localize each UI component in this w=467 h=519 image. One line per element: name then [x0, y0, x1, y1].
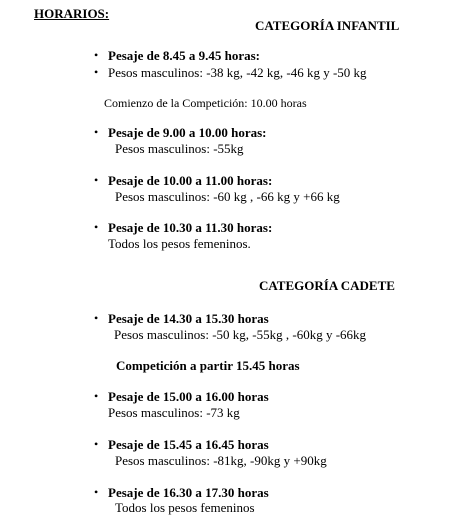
weigh-in-time: Pesaje de 9.00 a 10.00 horas: — [108, 125, 267, 140]
list-item — [94, 389, 269, 404]
weight-classes: Pesos masculinos: -81kg, -90kg y +90kg — [115, 453, 327, 468]
bullet-icon: • — [94, 311, 99, 325]
weight-classes: Pesos masculinos: -73 kg — [108, 405, 240, 420]
weigh-in-time: Pesaje de 16.30 a 17.30 horas — [108, 485, 269, 500]
weigh-in-time: Pesaje de 14.30 a 15.30 horas — [108, 311, 269, 326]
bullet-icon: • — [94, 173, 99, 187]
weight-classes: Pesos masculinos: -50 kg, -55kg , -60kg y -66kg — [114, 327, 367, 342]
competition-start: Comienzo de la Competición: 10.00 horas — [104, 96, 307, 110]
category-title-infantil: CATEGORÍA INFANTIL — [255, 18, 400, 33]
bullet-icon: • — [94, 65, 99, 79]
bullet-icon: • — [94, 125, 99, 139]
bullet-icon: • — [94, 437, 99, 451]
weigh-in-time: Pesaje de 10.00 a 11.00 horas: — [108, 173, 273, 188]
weight-classes: Pesos masculinos: -60 kg , -66 kg y +66 kg — [115, 189, 340, 204]
list-item — [94, 173, 272, 188]
bullet-icon: • — [94, 220, 99, 234]
bullet-icon: • — [94, 389, 99, 403]
list-item — [94, 125, 267, 140]
weight-classes: Todos los pesos femeninos — [115, 500, 255, 515]
weigh-in-time: Pesaje de 15.00 a 16.00 horas — [108, 389, 269, 404]
category-title-cadete: CATEGORÍA CADETE — [259, 278, 395, 293]
list-item — [94, 48, 260, 63]
bullet-icon: • — [94, 485, 99, 499]
page-heading: HORARIOS: — [34, 6, 110, 21]
weigh-in-time: Pesaje de 8.45 a 9.45 horas: — [108, 48, 261, 63]
weigh-in-time: Pesaje de 15.45 a 16.45 horas — [108, 437, 269, 452]
competition-start: Competición a partir 15.45 horas — [116, 358, 300, 373]
list-item — [94, 437, 269, 452]
weight-classes: Todos los pesos femeninos. — [108, 236, 251, 251]
list-item — [94, 65, 367, 80]
weight-classes: Pesos masculinos: -55kg — [115, 141, 244, 156]
weight-classes: Pesos masculinos: -38 kg, -42 kg, -46 kg y -50 kg — [108, 65, 367, 80]
list-item — [94, 220, 272, 235]
list-item — [94, 311, 269, 326]
bullet-icon: • — [94, 48, 99, 62]
list-item — [94, 485, 269, 500]
weigh-in-time: Pesaje de 10.30 a 11.30 horas: — [108, 220, 273, 235]
